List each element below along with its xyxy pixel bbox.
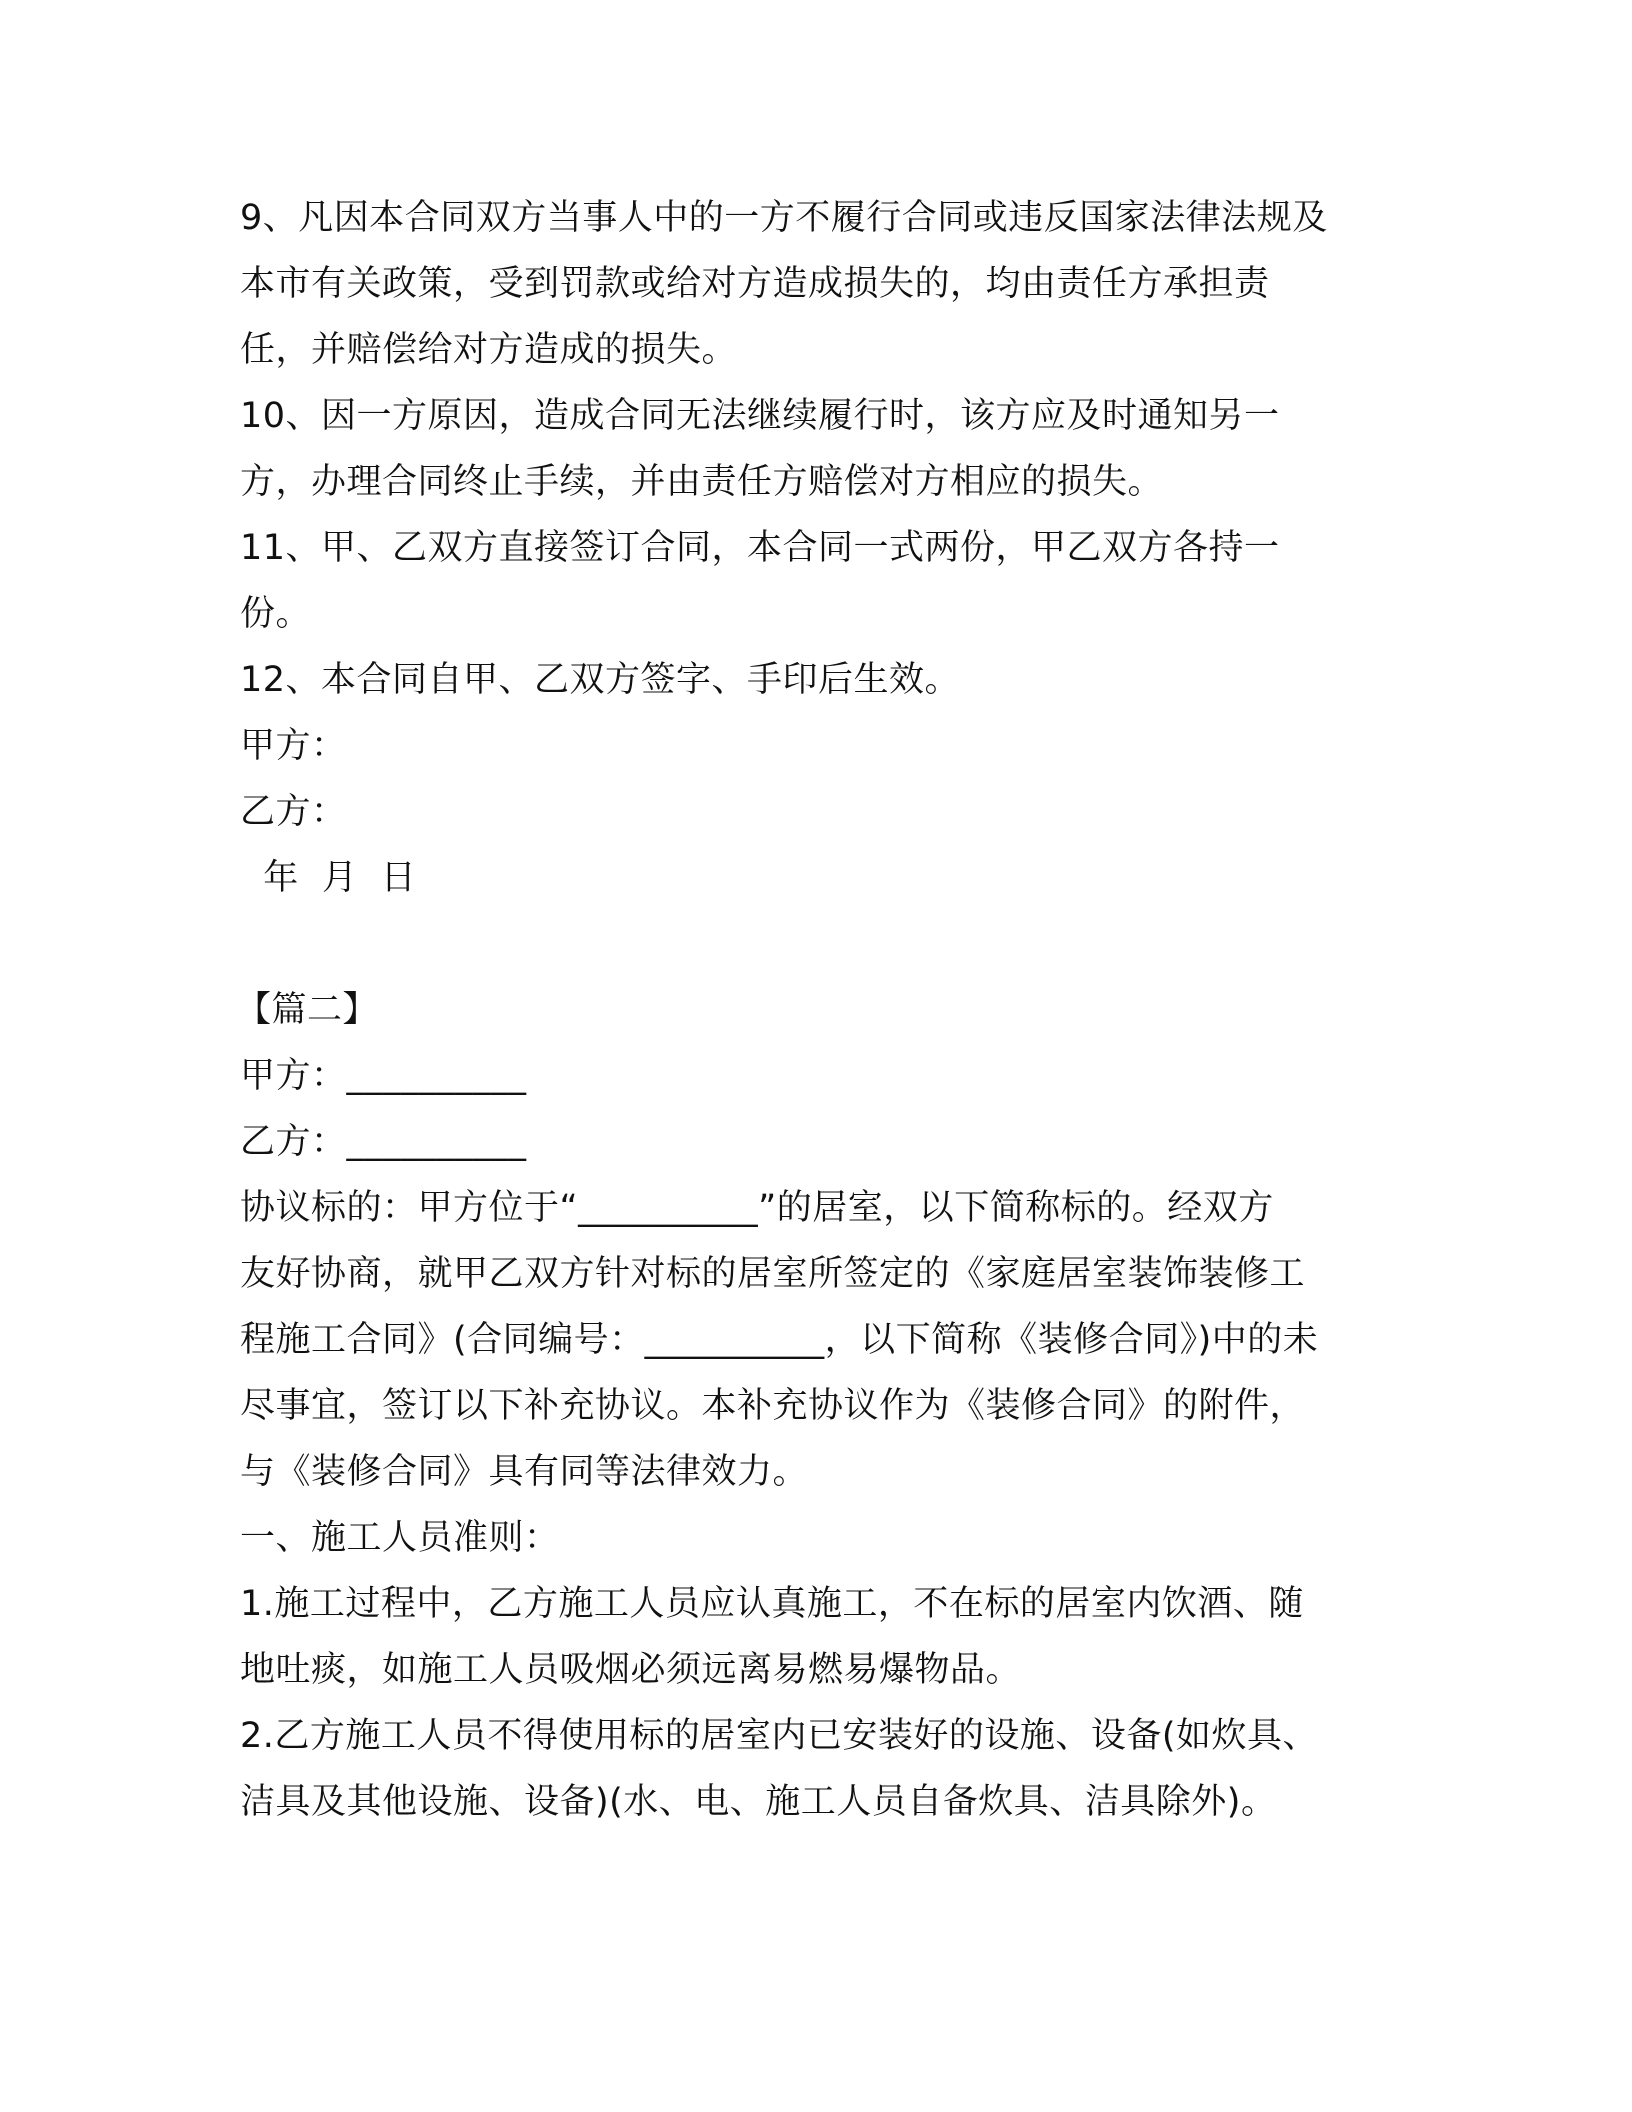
clause-9-line-1: 9、凡因本合同双方当事人中的一方不履行合同或违反国家法律法规及 — [240, 198, 1328, 238]
section-heading-part-two: 【篇二】 — [236, 990, 379, 1030]
agreement-subject-line-3: 程施工合同》(合同编号：__________，以下简称《装修合同》)中的未 — [240, 1320, 1319, 1360]
section-one-title: 一、施工人员准则： — [240, 1518, 560, 1558]
agreement-subject-line-2: 友好协商，就甲乙双方针对标的居室所签定的《家庭居室装饰装修工 — [240, 1254, 1306, 1294]
rule-1-line-2: 地吐痰，如施工人员吸烟必须远离易燃易爆物品。 — [240, 1650, 1022, 1690]
clause-11-line-2: 份。 — [240, 594, 312, 634]
party-b-field: 乙方：__________ — [240, 1122, 527, 1162]
agreement-subject-line-5: 与《装修合同》具有同等法律效力。 — [240, 1452, 809, 1492]
rule-1-line-1: 1.施工过程中，乙方施工人员应认真施工，不在标的居室内饮酒、随 — [240, 1584, 1304, 1624]
clause-9-line-3: 任，并赔偿给对方造成的损失。 — [240, 330, 738, 370]
agreement-subject-line-4: 尽事宜，签订以下补充协议。本补充协议作为《装修合同》的附件， — [240, 1386, 1306, 1426]
party-b-signature-label: 乙方： — [240, 792, 347, 832]
clause-12: 12、本合同自甲、乙双方签字、手印后生效。 — [240, 660, 961, 700]
date-line: 年 月 日 — [240, 858, 417, 898]
clause-10-line-2: 方，办理合同终止手续，并由责任方赔偿对方相应的损失。 — [240, 462, 1164, 502]
clause-11-line-1: 11、甲、乙双方直接签订合同，本合同一式两份，甲乙双方各持一 — [240, 528, 1280, 568]
party-a-field: 甲方：__________ — [240, 1056, 527, 1096]
rule-2-line-1: 2.乙方施工人员不得使用标的居室内已安装好的设施、设备(如炊具、 — [240, 1716, 1319, 1756]
clause-9-line-2: 本市有关政策，受到罚款或给对方造成损失的，均由责任方承担责 — [240, 264, 1270, 304]
party-a-signature-label: 甲方： — [240, 726, 347, 766]
rule-2-line-2: 洁具及其他设施、设备)(水、电、施工人员自备炊具、洁具除外)。 — [240, 1782, 1277, 1822]
agreement-subject-line-1: 协议标的：甲方位于“__________”的居室，以下简称标的。经双方 — [240, 1188, 1274, 1228]
clause-10-line-1: 10、因一方原因，造成合同无法继续履行时，该方应及时通知另一 — [240, 396, 1280, 436]
